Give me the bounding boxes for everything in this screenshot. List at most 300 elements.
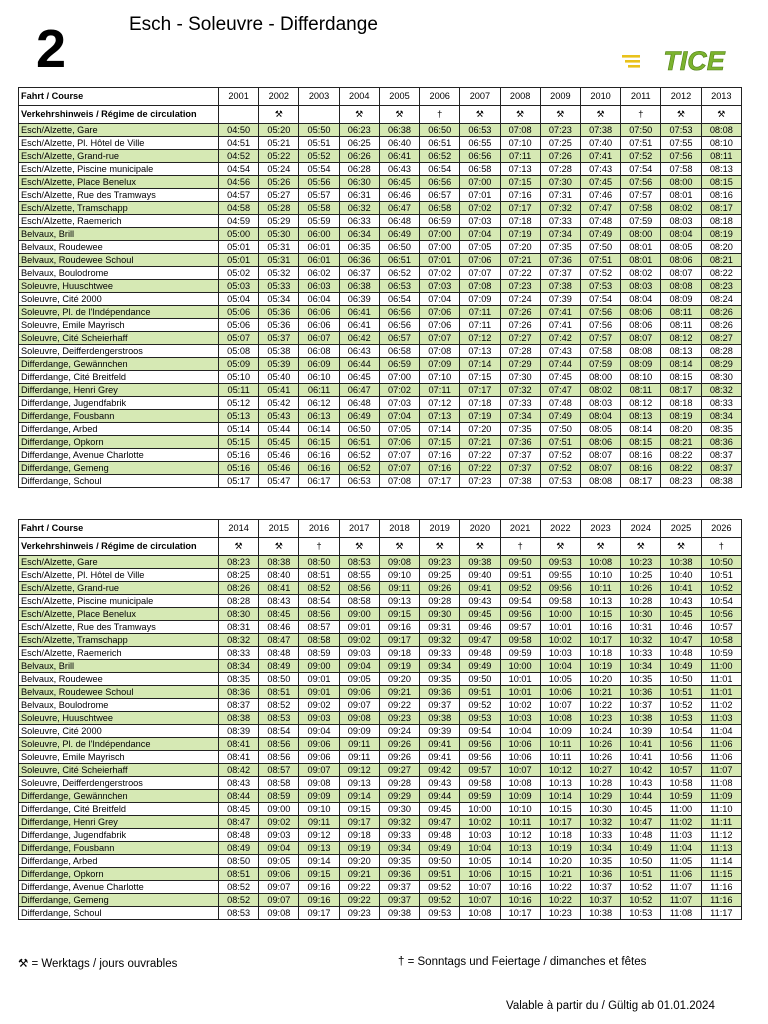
departure-time: 09:06 xyxy=(299,751,339,764)
departure-time: 09:11 xyxy=(299,816,339,829)
departure-time: 06:43 xyxy=(339,345,379,358)
departure-time: 08:13 xyxy=(661,345,701,358)
course-label: Fahrt / Course xyxy=(19,88,219,106)
departure-time: 06:36 xyxy=(339,254,379,267)
departure-time: 10:03 xyxy=(500,712,540,725)
departure-time: 08:33 xyxy=(219,647,259,660)
departure-time: 10:38 xyxy=(621,712,661,725)
departure-time: 07:15 xyxy=(420,436,460,449)
stop-name: Differdange, Gemeng xyxy=(19,894,219,907)
stop-row xyxy=(19,345,742,358)
course-number: 2009 xyxy=(540,88,580,106)
departure-time: 08:08 xyxy=(661,280,701,293)
departure-time: 07:02 xyxy=(460,202,500,215)
departure-time: 05:40 xyxy=(259,371,299,384)
stop-row xyxy=(19,137,742,150)
stop-row xyxy=(19,215,742,228)
departure-time: 08:38 xyxy=(259,556,299,569)
departure-time: 10:20 xyxy=(580,673,620,686)
departure-time: 09:50 xyxy=(420,855,460,868)
departure-time: 09:52 xyxy=(420,894,460,907)
stop-name: Differdange, Opkorn xyxy=(19,868,219,881)
departure-time: 09:30 xyxy=(379,803,419,816)
departure-time: 08:03 xyxy=(661,215,701,228)
departure-time: 06:37 xyxy=(339,267,379,280)
departure-time: 10:03 xyxy=(460,829,500,842)
departure-time: 08:06 xyxy=(661,254,701,267)
departure-time: 08:47 xyxy=(259,634,299,647)
stop-row xyxy=(19,660,742,673)
departure-time: 08:16 xyxy=(621,449,661,462)
departure-time: 09:03 xyxy=(259,829,299,842)
departure-time: 07:16 xyxy=(420,449,460,462)
departure-time: 06:23 xyxy=(339,124,379,137)
departure-time: 09:04 xyxy=(339,660,379,673)
departure-time: 07:47 xyxy=(540,384,580,397)
departure-time: 10:52 xyxy=(621,894,661,907)
departure-time: 09:02 xyxy=(259,816,299,829)
departure-time: 09:29 xyxy=(379,790,419,803)
stop-row xyxy=(19,842,742,855)
departure-time: 09:59 xyxy=(500,647,540,660)
stop-row xyxy=(19,163,742,176)
departure-time: 07:52 xyxy=(540,449,580,462)
departure-time: 10:58 xyxy=(661,777,701,790)
departure-time: 09:41 xyxy=(460,582,500,595)
departure-time: 09:11 xyxy=(339,751,379,764)
departure-time: 10:08 xyxy=(500,777,540,790)
departure-time: 09:19 xyxy=(339,842,379,855)
departure-time: 10:37 xyxy=(621,699,661,712)
departure-time: 09:31 xyxy=(420,621,460,634)
departure-time: 10:12 xyxy=(500,829,540,842)
departure-time: 06:35 xyxy=(339,241,379,254)
departure-time: 10:19 xyxy=(580,660,620,673)
departure-time: 11:07 xyxy=(661,881,701,894)
departure-time: 08:30 xyxy=(701,371,741,384)
regime-symbol: † xyxy=(420,106,460,124)
departure-time: 06:50 xyxy=(339,423,379,436)
departure-time: 09:10 xyxy=(299,803,339,816)
departure-time: 11:01 xyxy=(701,686,741,699)
departure-time: 08:06 xyxy=(580,436,620,449)
course-number: 2005 xyxy=(379,88,419,106)
departure-time: 05:12 xyxy=(219,397,259,410)
departure-time: 10:51 xyxy=(621,868,661,881)
departure-time: 10:12 xyxy=(540,764,580,777)
departure-time: 10:08 xyxy=(540,712,580,725)
legend-sundays: † = Sonntags und Feiertage / dimanches et fêtes xyxy=(398,956,647,968)
departure-time: 09:49 xyxy=(460,660,500,673)
departure-time: 08:00 xyxy=(580,371,620,384)
departure-time: 10:06 xyxy=(500,738,540,751)
departure-time: 09:12 xyxy=(299,829,339,842)
regime-symbol: ⚒ xyxy=(500,106,540,124)
departure-time: 09:16 xyxy=(299,894,339,907)
departure-time: 10:02 xyxy=(460,816,500,829)
stop-name: Esch/Alzette, Pl. Hôtel de Ville xyxy=(19,569,219,582)
departure-time: 07:55 xyxy=(661,137,701,150)
course-number: 2018 xyxy=(379,520,419,538)
stop-row xyxy=(19,868,742,881)
stop-row xyxy=(19,449,742,462)
departure-time: 06:04 xyxy=(299,293,339,306)
departure-time: 09:25 xyxy=(420,569,460,582)
departure-time: 07:03 xyxy=(460,215,500,228)
departure-time: 10:49 xyxy=(621,842,661,855)
departure-time: 07:59 xyxy=(580,358,620,371)
departure-time: 10:15 xyxy=(540,803,580,816)
departure-time: 08:01 xyxy=(621,254,661,267)
stop-name: Differdange, Fousbann xyxy=(19,842,219,855)
departure-time: 11:08 xyxy=(701,777,741,790)
departure-time: 09:03 xyxy=(339,647,379,660)
departure-time: 05:30 xyxy=(259,228,299,241)
stop-row xyxy=(19,293,742,306)
departure-time: 07:40 xyxy=(580,137,620,150)
regime-label: Verkehrshinweis / Régime de circulation xyxy=(19,538,219,556)
stop-name: Belvaux, Roudewee Schoul xyxy=(19,686,219,699)
departure-time: 09:06 xyxy=(299,738,339,751)
departure-time: 10:51 xyxy=(701,569,741,582)
departure-time: 09:03 xyxy=(299,712,339,725)
departure-time: 06:45 xyxy=(339,371,379,384)
departure-time: 08:35 xyxy=(701,423,741,436)
departure-time: 05:14 xyxy=(219,423,259,436)
regime-symbol xyxy=(219,106,259,124)
departure-time: 07:17 xyxy=(460,384,500,397)
departure-time: 08:41 xyxy=(219,751,259,764)
departure-time: 05:50 xyxy=(299,124,339,137)
departure-time: 06:31 xyxy=(339,189,379,202)
departure-time: 09:58 xyxy=(460,777,500,790)
departure-time: 05:47 xyxy=(259,475,299,488)
departure-time: 09:11 xyxy=(339,738,379,751)
departure-time: 09:24 xyxy=(379,725,419,738)
departure-time: 09:34 xyxy=(379,842,419,855)
departure-time: 06:38 xyxy=(379,124,419,137)
stop-name: Differdange, Avenue Charlotte xyxy=(19,449,219,462)
stop-name: Soleuvre, Huuschtwee xyxy=(19,280,219,293)
departure-time: 10:21 xyxy=(540,868,580,881)
departure-time: 09:41 xyxy=(420,738,460,751)
stop-name: Soleuvre, Deifferdengerstroos xyxy=(19,777,219,790)
departure-time: 08:55 xyxy=(339,569,379,582)
departure-time: 08:04 xyxy=(661,228,701,241)
regime-symbol: ⚒ xyxy=(580,106,620,124)
departure-time: 09:08 xyxy=(339,712,379,725)
regime-symbol: ⚒ xyxy=(661,538,701,556)
departure-time: 05:56 xyxy=(299,176,339,189)
departure-time: 09:26 xyxy=(379,738,419,751)
validity-note: Valable à partir du / Gültig ab 01.01.2024 xyxy=(506,1000,715,1012)
departure-time: 09:54 xyxy=(460,725,500,738)
departure-time: 05:16 xyxy=(219,462,259,475)
departure-time: 08:38 xyxy=(219,712,259,725)
departure-time: 09:35 xyxy=(420,673,460,686)
departure-time: 04:56 xyxy=(219,176,259,189)
departure-time: 10:33 xyxy=(580,829,620,842)
departure-time: 08:50 xyxy=(299,556,339,569)
stop-name: Soleuvre, Cité 2000 xyxy=(19,725,219,738)
departure-time: 07:00 xyxy=(420,228,460,241)
departure-time: 10:56 xyxy=(701,608,741,621)
departure-time: 10:05 xyxy=(460,855,500,868)
departure-time: 10:45 xyxy=(661,608,701,621)
departure-time: 07:21 xyxy=(500,254,540,267)
departure-time: 07:50 xyxy=(621,124,661,137)
departure-time: 09:36 xyxy=(379,868,419,881)
departure-time: 08:11 xyxy=(661,319,701,332)
departure-time: 09:08 xyxy=(259,907,299,920)
departure-time: 05:42 xyxy=(259,397,299,410)
departure-time: 06:53 xyxy=(339,475,379,488)
departure-time: 05:44 xyxy=(259,423,299,436)
departure-time: 09:28 xyxy=(420,595,460,608)
stop-row xyxy=(19,462,742,475)
departure-time: 05:52 xyxy=(299,150,339,163)
departure-time: 05:58 xyxy=(299,202,339,215)
regime-symbol: ⚒ xyxy=(540,538,580,556)
stop-name: Esch/Alzette, Gare xyxy=(19,556,219,569)
departure-time: 07:35 xyxy=(540,241,580,254)
departure-time: 10:52 xyxy=(621,881,661,894)
stop-name: Esch/Alzette, Pl. Hôtel de Ville xyxy=(19,137,219,150)
departure-time: 07:12 xyxy=(460,332,500,345)
stop-row xyxy=(19,254,742,267)
departure-time: 05:57 xyxy=(299,189,339,202)
departure-time: 06:49 xyxy=(339,410,379,423)
departure-time: 10:06 xyxy=(540,686,580,699)
departure-time: 08:50 xyxy=(259,673,299,686)
departure-time: 05:59 xyxy=(299,215,339,228)
departure-time: 07:08 xyxy=(460,280,500,293)
departure-time: 10:21 xyxy=(580,686,620,699)
departure-time: 10:31 xyxy=(621,621,661,634)
departure-time: 09:09 xyxy=(339,725,379,738)
stop-name: Esch/Alzette, Rue des Tramways xyxy=(19,621,219,634)
course-number: 2003 xyxy=(299,88,339,106)
departure-time: 10:10 xyxy=(500,803,540,816)
departure-time: 10:56 xyxy=(661,738,701,751)
departure-time: 07:23 xyxy=(540,124,580,137)
departure-time: 05:09 xyxy=(219,358,259,371)
departure-time: 06:02 xyxy=(299,267,339,280)
departure-time: 06:58 xyxy=(420,202,460,215)
departure-time: 09:37 xyxy=(379,894,419,907)
departure-time: 06:33 xyxy=(339,215,379,228)
departure-time: 07:20 xyxy=(500,241,540,254)
departure-time: 09:46 xyxy=(460,621,500,634)
departure-time: 07:45 xyxy=(540,371,580,384)
departure-time: 09:23 xyxy=(339,907,379,920)
departure-time: 06:41 xyxy=(379,150,419,163)
departure-time: 08:44 xyxy=(219,790,259,803)
departure-time: 08:15 xyxy=(661,371,701,384)
stop-name: Differdange, Gewännchen xyxy=(19,790,219,803)
departure-time: 09:51 xyxy=(500,569,540,582)
departure-time: 07:54 xyxy=(621,163,661,176)
departure-time: 09:02 xyxy=(299,699,339,712)
departure-time: 09:41 xyxy=(420,751,460,764)
departure-time: 09:55 xyxy=(540,569,580,582)
departure-time: 07:10 xyxy=(500,137,540,150)
stop-name: Belvaux, Boulodrome xyxy=(19,267,219,280)
departure-time: 07:19 xyxy=(460,410,500,423)
departure-time: 09:13 xyxy=(299,842,339,855)
departure-time: 10:16 xyxy=(500,894,540,907)
regime-symbol: † xyxy=(621,106,661,124)
departure-time: 06:30 xyxy=(339,176,379,189)
departure-time: 07:53 xyxy=(661,124,701,137)
course-number: 2006 xyxy=(420,88,460,106)
stop-row xyxy=(19,569,742,582)
departure-time: 05:02 xyxy=(219,267,259,280)
departure-time: 07:30 xyxy=(500,371,540,384)
departure-time: 06:34 xyxy=(339,228,379,241)
departure-time: 10:53 xyxy=(661,712,701,725)
departure-time: 07:56 xyxy=(580,319,620,332)
departure-time: 08:16 xyxy=(621,462,661,475)
departure-time: 09:50 xyxy=(460,673,500,686)
departure-time: 10:01 xyxy=(500,686,540,699)
departure-time: 08:17 xyxy=(701,202,741,215)
departure-time: 04:52 xyxy=(219,150,259,163)
departure-time: 08:52 xyxy=(259,699,299,712)
departure-time: 09:01 xyxy=(299,686,339,699)
departure-time: 06:43 xyxy=(379,163,419,176)
departure-time: 10:54 xyxy=(661,725,701,738)
departure-time: 09:52 xyxy=(460,699,500,712)
departure-time: 11:06 xyxy=(661,868,701,881)
departure-time: 07:09 xyxy=(460,293,500,306)
departure-time: 09:05 xyxy=(259,855,299,868)
departure-time: 11:04 xyxy=(661,842,701,855)
departure-time: 05:39 xyxy=(259,358,299,371)
departure-time: 09:21 xyxy=(379,686,419,699)
departure-time: 06:01 xyxy=(299,241,339,254)
departure-time: 10:41 xyxy=(661,582,701,595)
stop-name: Soleuvre, Huuschtwee xyxy=(19,712,219,725)
departure-time: 11:16 xyxy=(701,894,741,907)
departure-time: 06:50 xyxy=(420,124,460,137)
departure-time: 06:38 xyxy=(339,280,379,293)
departure-time: 07:56 xyxy=(661,150,701,163)
departure-time: 06:08 xyxy=(299,345,339,358)
departure-time: 07:36 xyxy=(540,254,580,267)
departure-time: 07:06 xyxy=(420,306,460,319)
departure-time: 10:15 xyxy=(500,868,540,881)
departure-time: 07:11 xyxy=(460,306,500,319)
departure-time: 07:58 xyxy=(621,202,661,215)
course-number: 2023 xyxy=(580,520,620,538)
departure-time: 06:58 xyxy=(379,345,419,358)
departure-time: 08:43 xyxy=(219,777,259,790)
regime-row xyxy=(19,538,742,556)
departure-time: 06:57 xyxy=(420,189,460,202)
stop-name: Belvaux, Brill xyxy=(19,660,219,673)
departure-time: 10:46 xyxy=(661,621,701,634)
departure-time: 07:13 xyxy=(500,163,540,176)
regime-symbol: ⚒ xyxy=(420,538,460,556)
departure-time: 10:22 xyxy=(540,881,580,894)
departure-time: 08:07 xyxy=(580,462,620,475)
departure-time: 10:37 xyxy=(580,894,620,907)
departure-time: 05:22 xyxy=(259,150,299,163)
departure-time: 10:43 xyxy=(661,595,701,608)
departure-time: 05:33 xyxy=(259,280,299,293)
departure-time: 09:37 xyxy=(379,881,419,894)
departure-time: 10:44 xyxy=(621,790,661,803)
departure-time: 05:24 xyxy=(259,163,299,176)
departure-time: 07:32 xyxy=(500,384,540,397)
stop-name: Soleuvre, Emile Mayrisch xyxy=(19,751,219,764)
departure-time: 08:15 xyxy=(701,176,741,189)
departure-time: 10:39 xyxy=(621,725,661,738)
stop-name: Differdange, Henri Grey xyxy=(19,384,219,397)
departure-time: 08:03 xyxy=(580,397,620,410)
departure-time: 09:50 xyxy=(500,556,540,569)
departure-time: 08:02 xyxy=(661,202,701,215)
departure-time: 06:41 xyxy=(339,319,379,332)
departure-time: 07:11 xyxy=(420,384,460,397)
stop-name: Esch/Alzette, Place Benelux xyxy=(19,176,219,189)
departure-time: 05:27 xyxy=(259,189,299,202)
departure-time: 08:41 xyxy=(219,738,259,751)
departure-time: 09:48 xyxy=(420,829,460,842)
departure-time: 09:40 xyxy=(460,569,500,582)
course-number: 2020 xyxy=(460,520,500,538)
stop-row xyxy=(19,712,742,725)
departure-time: 07:46 xyxy=(580,189,620,202)
stop-row xyxy=(19,176,742,189)
departure-time: 07:22 xyxy=(500,267,540,280)
departure-time: 08:26 xyxy=(701,306,741,319)
course-number: 2004 xyxy=(339,88,379,106)
departure-time: 09:39 xyxy=(420,725,460,738)
departure-time: 08:07 xyxy=(621,332,661,345)
departure-time: 07:23 xyxy=(500,280,540,293)
departure-time: 08:08 xyxy=(580,475,620,488)
departure-time: 08:06 xyxy=(621,306,661,319)
departure-time: 08:41 xyxy=(259,582,299,595)
stop-row xyxy=(19,907,742,920)
departure-time: 06:06 xyxy=(299,319,339,332)
departure-time: 10:11 xyxy=(540,751,580,764)
regime-symbol: † xyxy=(701,538,741,556)
departure-time: 07:51 xyxy=(621,137,661,150)
departure-time: 07:43 xyxy=(580,163,620,176)
regime-label: Verkehrshinweis / Régime de circulation xyxy=(19,106,219,124)
departure-time: 07:16 xyxy=(420,462,460,475)
departure-time: 06:52 xyxy=(379,267,419,280)
departure-time: 07:00 xyxy=(379,371,419,384)
departure-time: 09:53 xyxy=(460,712,500,725)
stop-name: Soleuvre, Cité Scheierhaff xyxy=(19,332,219,345)
departure-time: 09:00 xyxy=(299,660,339,673)
course-header-row xyxy=(19,88,742,106)
departure-time: 07:12 xyxy=(420,397,460,410)
departure-time: 10:28 xyxy=(580,777,620,790)
departure-time: 07:41 xyxy=(580,150,620,163)
regime-symbol: ⚒ xyxy=(621,538,661,556)
departure-time: 08:01 xyxy=(661,189,701,202)
departure-time: 10:43 xyxy=(621,777,661,790)
departure-time: 09:07 xyxy=(299,764,339,777)
departure-time: 10:00 xyxy=(500,660,540,673)
departure-time: 10:30 xyxy=(580,803,620,816)
departure-time: 07:47 xyxy=(580,202,620,215)
